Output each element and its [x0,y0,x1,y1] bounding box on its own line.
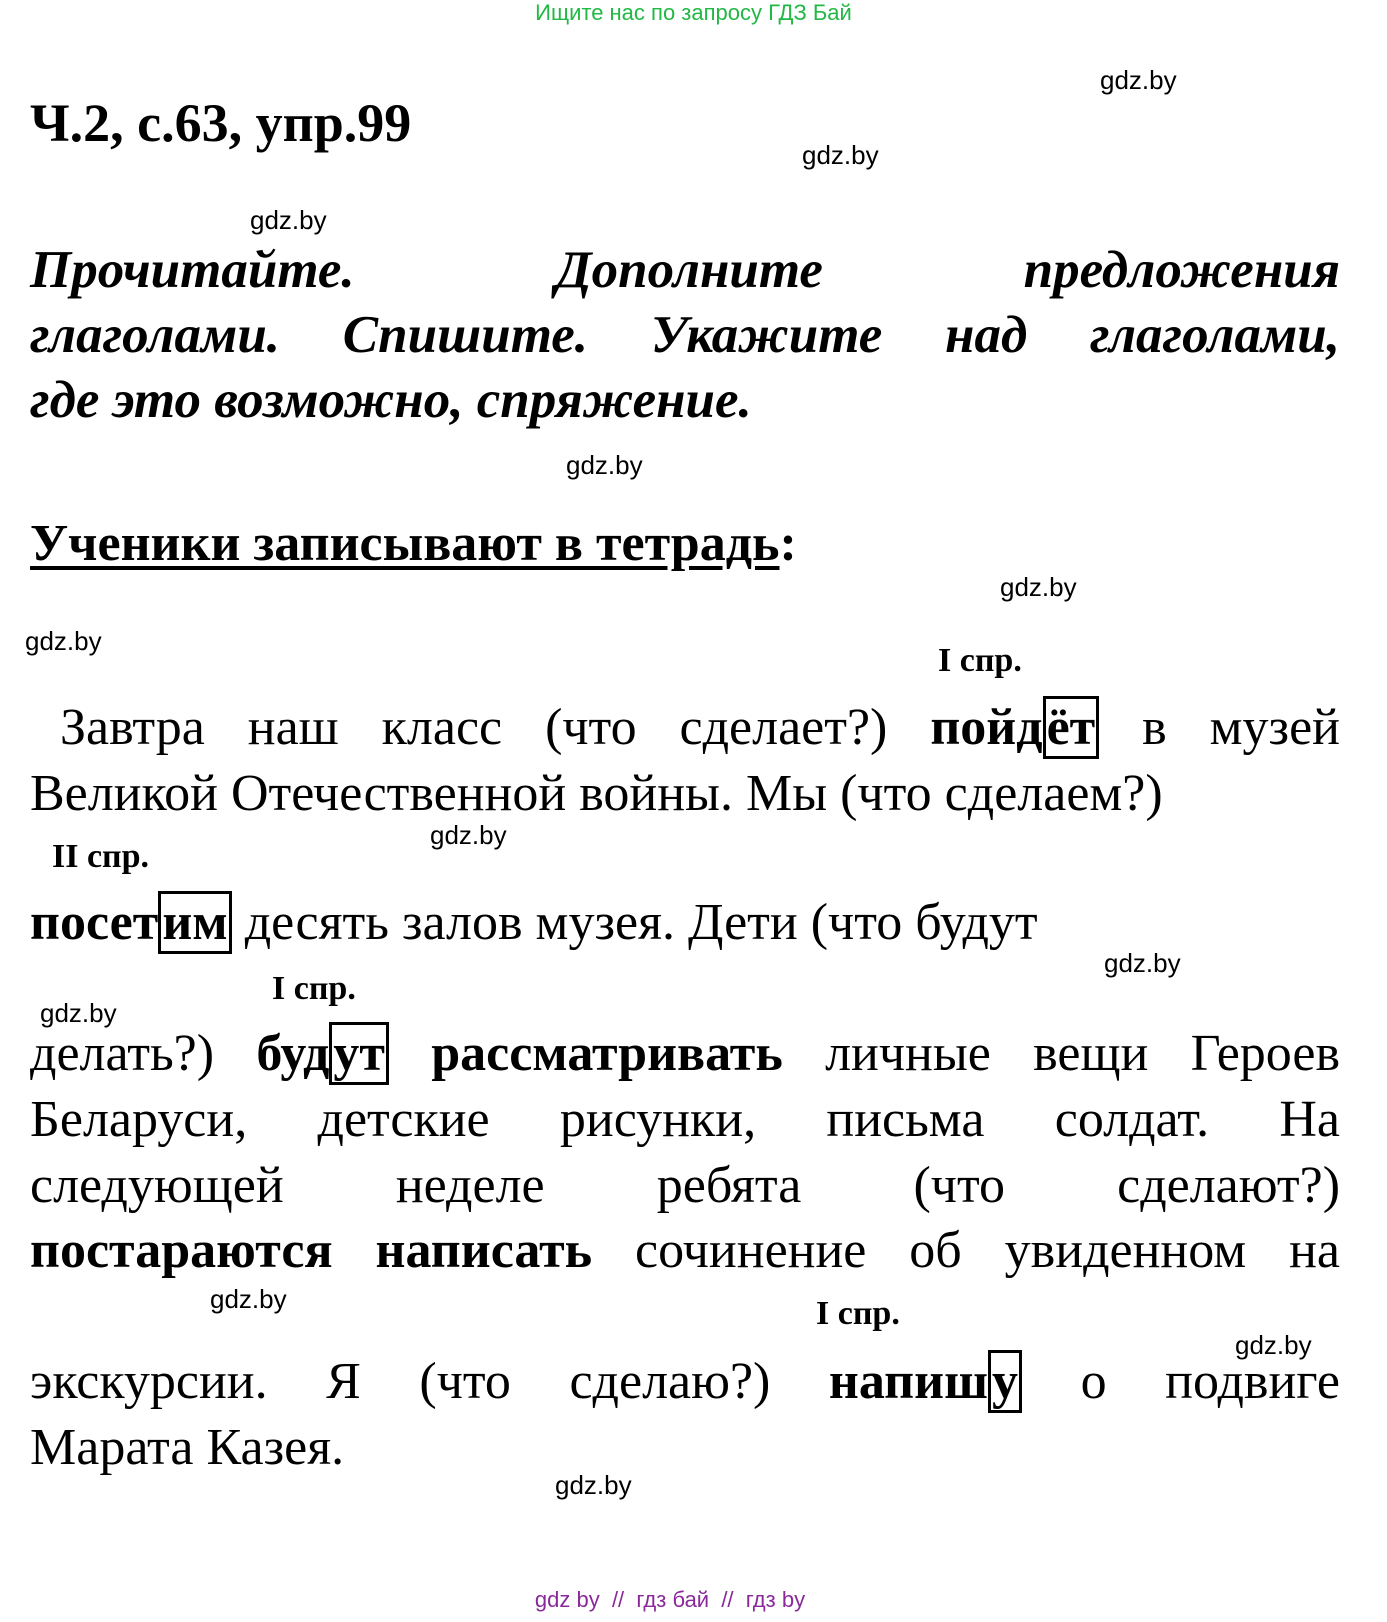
verb-ending-box: им [158,891,231,954]
text-segment: в музей [1142,699,1340,756]
watermark: gdz.by [555,1470,632,1500]
text-segment: десять залов музея. Дети (что будут [244,894,1038,951]
text-segment: Завтра наш класс (что сделает?) [60,699,888,756]
word: следующей [30,1157,284,1214]
watermark: gdz.by [1100,65,1177,95]
text-line-3 [30,893,1340,952]
word: письма [826,1091,985,1148]
conjugation-label: II спр. [52,838,150,875]
conjugation-label: I спр. [272,970,356,1007]
watermark: gdz.by [250,205,327,235]
verb-stem: пойд [930,699,1043,756]
watermark: gdz.by [40,998,117,1028]
footer-watermark: gdz by // гдз бай // гдз by [534,1587,806,1612]
task-word: Прочитайте. [30,241,355,299]
verb-ending-box: ут [329,1022,389,1085]
text-line-4 [30,1024,1340,1083]
verb-stem: напиш [828,1353,989,1410]
verb: постараются написать [30,1222,593,1279]
page-title: Ч.2, с.63, упр.99 [30,93,412,153]
watermark: gdz.by [1000,572,1077,602]
watermark: gdz.by [1235,1330,1312,1360]
task-word: Дополните [555,241,823,299]
verb [30,891,232,954]
section-heading-text: Ученики записывают в тетрадь [30,515,780,572]
text-segment: сочинение об увиденном на [635,1222,1341,1279]
section-heading-colon: : [779,515,797,572]
text-line-7 [30,1221,1340,1280]
watermark: gdz.by [430,820,507,850]
verb [256,1022,389,1085]
word: детские [317,1091,490,1148]
conjugation-label: I спр. [816,1295,900,1332]
watermark: gdz.by [1104,948,1181,978]
text-segment: экскурсии. Я (что сделаю?) [30,1353,771,1410]
watermark: gdz.by [566,450,643,480]
task-word: предложения [1023,241,1341,299]
verb-ending-box: у [988,1350,1022,1413]
verb-ending-box: ёт [1043,696,1100,759]
word: (что [913,1157,1005,1214]
word: рисунки, [559,1091,757,1148]
text-line-8 [30,1352,1340,1411]
watermark: gdz.by [802,140,879,170]
watermark: gdz.by [210,1284,287,1314]
text-line-5 [30,1090,1340,1149]
task-line-3: где это возможно, спряжение. [30,371,752,429]
text-segment: личные вещи Героев [825,1025,1341,1082]
text-line-6 [30,1156,1340,1215]
word: сделают?) [1117,1157,1341,1214]
top-banner: Ищите нас по запросу ГДЗ Бай [535,0,852,25]
section-heading [30,514,797,573]
text-line-9: Марата Казея. [30,1419,345,1476]
verb: рассматривать [431,1025,783,1082]
verb [829,1350,1022,1413]
text-segment: о подвиге [1080,1353,1340,1410]
verb [930,696,1099,759]
watermark: gdz.by [25,626,102,656]
text-line-2: Великой Отечественной войны. Мы (что сделаем?) [30,765,1163,822]
conjugation-label: I спр. [938,642,1022,679]
verb-stem: буд [256,1025,330,1082]
text-line-1 [30,698,1340,757]
text-segment: делать?) [30,1025,215,1082]
word: ребята [656,1157,802,1214]
word: солдат. [1054,1091,1210,1148]
verb-stem: посет [30,894,159,951]
task-line-1 [30,240,1340,300]
word: Беларуси, [30,1091,248,1148]
task-line-2: глаголами. Спишите. Укажите над глаголами, [30,306,1340,364]
word: неделе [395,1157,545,1214]
word: На [1279,1091,1341,1148]
